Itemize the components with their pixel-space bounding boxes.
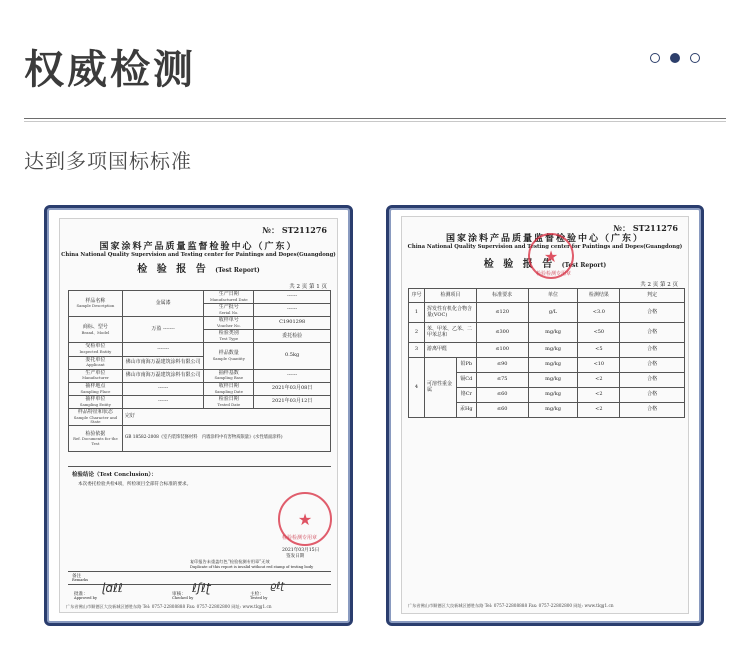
cell-verdict: 合格 bbox=[620, 343, 685, 358]
page-count: 共 2 页 第 1 页 bbox=[289, 284, 327, 290]
stamp-text: 检验检测专用章 bbox=[282, 535, 318, 541]
page-title: 权威检测 bbox=[24, 47, 196, 93]
conclusion-title: 检验结论（Test Conclusion）： bbox=[72, 472, 157, 478]
certificate-frame-page-2 bbox=[386, 205, 704, 626]
cell-req: ≤75 bbox=[476, 373, 528, 388]
cell-item: 苯、甲苯、乙苯、二甲苯总和 bbox=[424, 323, 476, 343]
column-header: 检测项目 bbox=[424, 289, 476, 303]
cell-no: 4 bbox=[409, 358, 425, 418]
cell-sub: 铬Cr bbox=[456, 388, 476, 403]
report-title bbox=[60, 260, 337, 275]
cell-req: ≤60 bbox=[476, 388, 528, 403]
table-row: 生产单位 Manufacturer 佛山市南海万磊建筑涂料有限公司 抽样基数 Sampling Base ------ bbox=[69, 369, 331, 382]
approved-label: 批准： bbox=[74, 592, 88, 597]
column-header: 序号 bbox=[409, 289, 425, 303]
cell-sub: 镉Cd bbox=[456, 373, 476, 388]
checked-label: 审核： bbox=[172, 592, 186, 597]
test-report-page-1 bbox=[59, 218, 338, 613]
cell-no: 3 bbox=[409, 343, 425, 358]
cell-result: <50 bbox=[578, 323, 620, 343]
org-name-en: China National Quality Supervision and Testing center for Paintings and Dopes(Guangdong) bbox=[61, 252, 336, 258]
stamp-note-en: Duplicate of this report is invalid without red stamp of testing body bbox=[190, 565, 314, 569]
report-number: №： ST211276 bbox=[613, 223, 678, 233]
tested-label: 主检： bbox=[250, 592, 264, 597]
cell-result: <10 bbox=[578, 358, 620, 373]
tested-label-en: Tested by bbox=[250, 596, 268, 600]
org-name-en: China National Quality Supervision and Testing center for Paintings and Dopes(Guangdong) bbox=[407, 244, 683, 250]
report-title-cn: 检 验 报 告 bbox=[483, 259, 556, 270]
cell-item: 游离甲醛 bbox=[424, 343, 476, 358]
checked-label-en: Checked by bbox=[172, 596, 194, 600]
column-header: 判定 bbox=[620, 289, 685, 303]
checker-signature: ℓʃℓʈ bbox=[192, 581, 211, 595]
table-row: 检验依据 Ref. Documents for the Test GB 18582-2008《室内装饰装修材料 内墙涂料中有害物质限量》(水性墙面涂料) bbox=[69, 426, 331, 452]
table-row bbox=[409, 343, 685, 358]
cell-sub: 汞Hg bbox=[456, 403, 476, 418]
table-row: 样品名称 Sample Description 金属漆 生产日期 Manufactured Date ------ bbox=[69, 291, 331, 304]
cell-result: <2 bbox=[578, 403, 620, 418]
cell-unit: mg/kg bbox=[528, 323, 578, 343]
column-header: 标准要求 bbox=[476, 289, 528, 303]
table-row: 委托单位 Applicant 佛山市南海万磊建筑涂料有限公司 bbox=[69, 356, 331, 369]
cell-sub: 铅Pb bbox=[456, 358, 476, 373]
cell-req: ≤100 bbox=[476, 343, 528, 358]
cell-verdict: 合格 bbox=[620, 388, 685, 403]
page-count: 共 2 页 第 2 页 bbox=[640, 282, 678, 288]
cell-result: <2 bbox=[578, 373, 620, 388]
footer-address: 广东省佛山市顺德区大良新城区德胜东路 Tel: 0757-22808888 Fax: 0757-22802800 网址: www.tlqg1.cn bbox=[66, 604, 272, 609]
divider bbox=[24, 118, 726, 119]
table-row: 商标、型号 Brand、Model 万盈 ------- 收样单号 Voucher No. C1901298 bbox=[69, 317, 331, 330]
cell-req: ≤90 bbox=[476, 358, 528, 373]
report-title-cn: 检 验 报 告 bbox=[137, 264, 209, 275]
sample-info-table bbox=[68, 290, 331, 452]
table-row bbox=[409, 358, 685, 373]
cell-req: ≤120 bbox=[476, 303, 528, 323]
stamp-text: 检验检测专用章 bbox=[536, 271, 572, 277]
stamp-note: 复印报告未重盖红色“检验检测专用章”无效 bbox=[190, 559, 270, 564]
cell-result: <5 bbox=[578, 343, 620, 358]
star-icon: ★ bbox=[543, 246, 559, 266]
remarks-label: 备注 bbox=[72, 574, 82, 579]
table-row: 抽样地点 Sampling Place ------ 收样日期 Sampling Date 2021年03月08日 bbox=[69, 382, 331, 395]
approved-label-en: Approved by bbox=[74, 596, 98, 600]
divider-shadow bbox=[24, 121, 726, 122]
footer-address: 广东省佛山市顺德区大良新城区德胜东路 Tel: 0757-22808888 Fax: 0757-22802800 网址: www.tlqg1.cn bbox=[408, 603, 614, 608]
table-header-row bbox=[409, 289, 685, 303]
certificate-frame-page-1 bbox=[44, 205, 353, 626]
cell-unit: mg/kg bbox=[528, 358, 578, 373]
approver-signature: ɭɑℓℓ bbox=[102, 581, 123, 595]
table-row: 抽样单位 Sampling Entity ------ 检验日期 Tested Date 2021年03月12日 bbox=[69, 395, 331, 408]
issue-label: 签发日期 bbox=[286, 554, 305, 559]
report-number: №： ST211276 bbox=[262, 225, 327, 235]
column-header: 单位 bbox=[528, 289, 578, 303]
table-row: 样品特征和状态 Sample Character and State 完好 bbox=[69, 408, 331, 425]
table-row bbox=[409, 323, 685, 343]
cell-unit: mg/kg bbox=[528, 343, 578, 358]
pager-dot-1[interactable] bbox=[650, 53, 660, 63]
table-row: 受检单位 Inspected Entity ------- 样品数量 Sample Quantity 0.5kg bbox=[69, 343, 331, 356]
report-title-en: (Test Report) bbox=[561, 262, 607, 269]
cell-unit: mg/kg bbox=[528, 388, 578, 403]
cell-req: ≤60 bbox=[476, 403, 528, 418]
section-subtitle: 达到多项国标标准 bbox=[24, 149, 192, 173]
cell-verdict: 合格 bbox=[620, 358, 685, 373]
cell-result: <3.0 bbox=[578, 303, 620, 323]
cell-no: 1 bbox=[409, 303, 425, 323]
conclusion-text: 本次委托检验共检4项，所检项目全部符合标准的要求。 bbox=[78, 482, 192, 487]
column-header: 检测结果 bbox=[578, 289, 620, 303]
table-row bbox=[409, 303, 685, 323]
cell-unit: mg/kg bbox=[528, 373, 578, 388]
test-report-page-2 bbox=[401, 216, 689, 614]
org-name-cn: 国家涂料产品质量监督检验中心（广东） bbox=[99, 242, 298, 252]
report-title-en: (Test Report) bbox=[215, 267, 260, 274]
cell-verdict: 合格 bbox=[620, 403, 685, 418]
cell-no: 2 bbox=[409, 323, 425, 343]
org-name-cn: 国家涂料产品质量监督检验中心（广东） bbox=[445, 234, 644, 244]
carousel-pager[interactable] bbox=[650, 53, 700, 63]
table-row: 检验类别 Test Type 委托检验 bbox=[69, 330, 331, 343]
cell-result: <2 bbox=[578, 388, 620, 403]
issue-date: 2021年03月15日 bbox=[282, 548, 320, 553]
cell-unit: g/L bbox=[528, 303, 578, 323]
cell-verdict: 合格 bbox=[620, 303, 685, 323]
pager-dot-3[interactable] bbox=[690, 53, 700, 63]
cell-item: 可溶性重金属 bbox=[424, 358, 456, 418]
test-results-table bbox=[408, 288, 685, 418]
cell-verdict: 合格 bbox=[620, 373, 685, 388]
table-row: 生产批号 Serial No. ------ bbox=[69, 304, 331, 317]
tester-signature: ϱℓʈ bbox=[270, 581, 285, 592]
cell-req: ≤300 bbox=[476, 323, 528, 343]
star-icon: ★ bbox=[297, 509, 313, 529]
cell-unit: mg/kg bbox=[528, 403, 578, 418]
remarks-label-en: Remarks bbox=[72, 578, 89, 582]
cell-item: 挥发性有机化合物含量(VOC) bbox=[424, 303, 476, 323]
sample-name: 金属漆 bbox=[122, 291, 204, 317]
pager-dot-2[interactable] bbox=[670, 53, 680, 63]
cell-verdict: 合格 bbox=[620, 323, 685, 343]
